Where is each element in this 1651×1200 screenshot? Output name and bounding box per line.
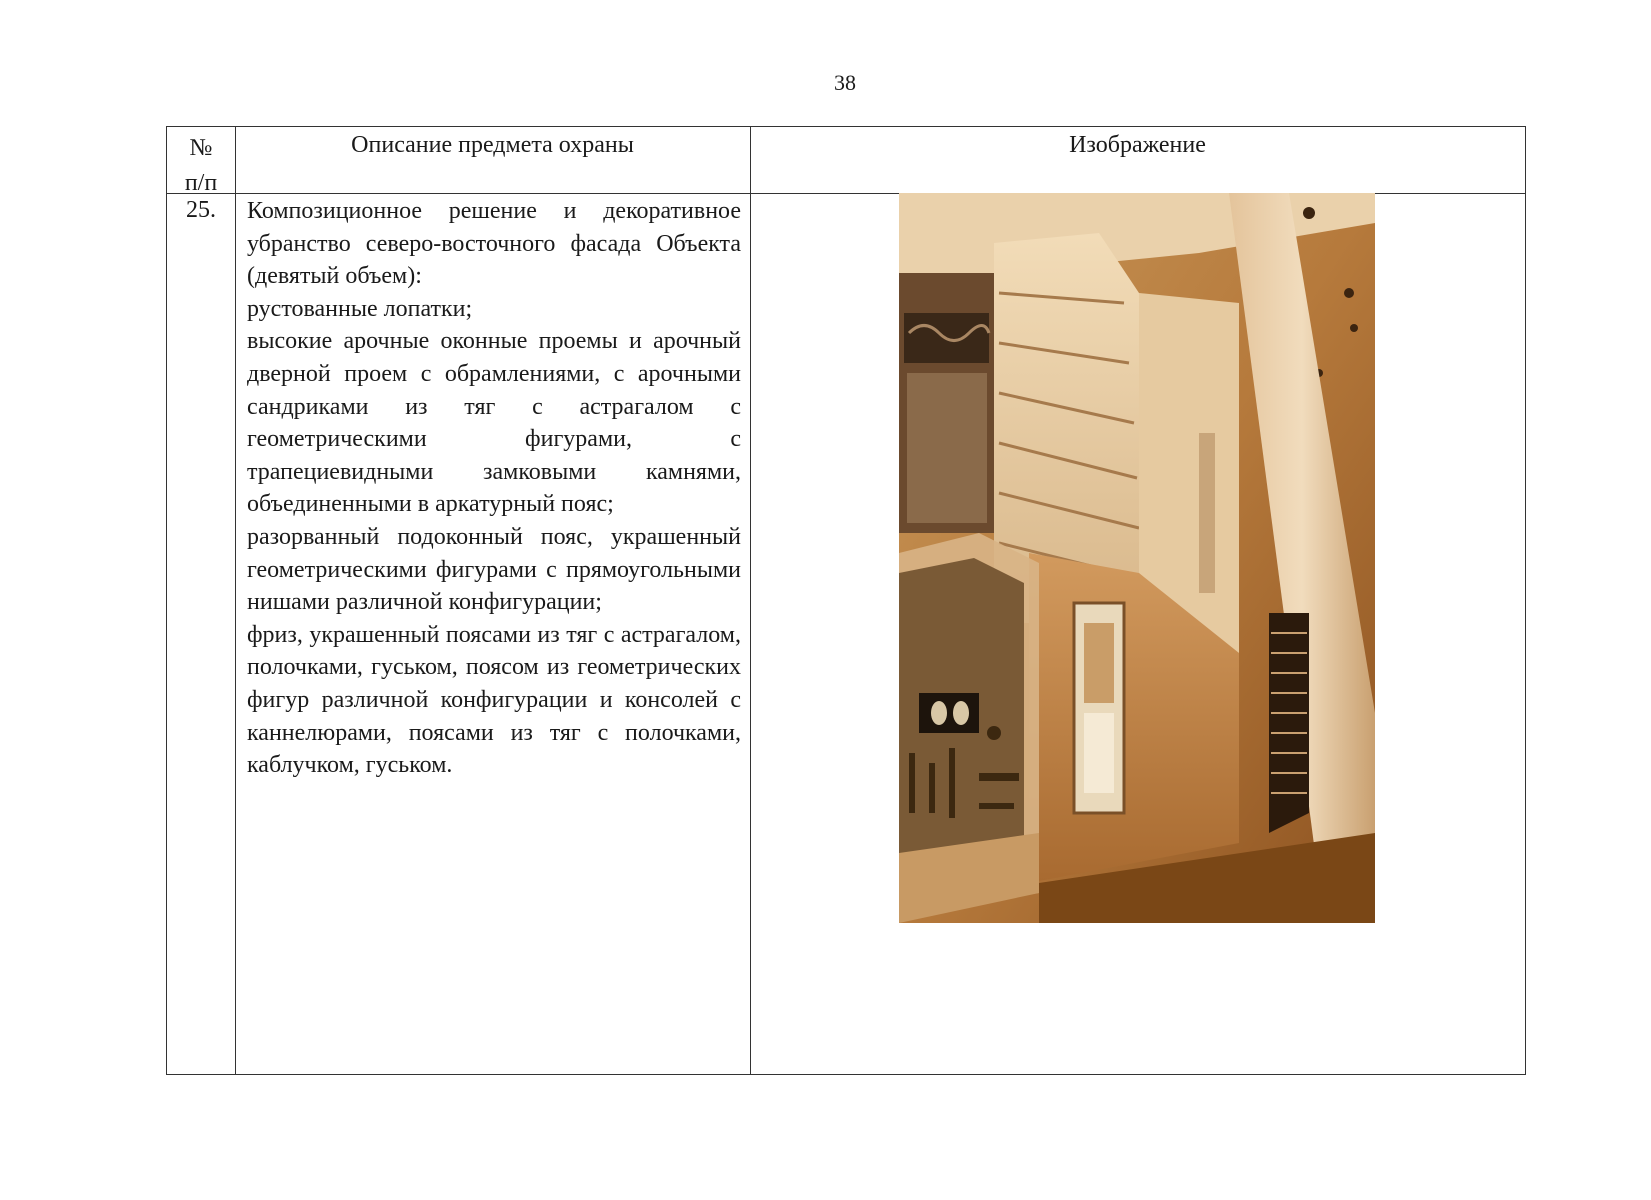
- header-image: Изображение: [1069, 132, 1206, 158]
- column-divider: [750, 127, 751, 1074]
- description-paragraph: Композиционное решение и декоративное убранство северо-восточного фасада Объекта (девятый объем):: [247, 198, 741, 290]
- row-number: 25.: [186, 197, 216, 223]
- photo-drawing: [899, 193, 1375, 923]
- page-number: 38: [834, 70, 856, 95]
- header-description: Описание предмета охраны: [351, 132, 634, 158]
- description-paragraph: рустованные лопатки;: [247, 295, 473, 322]
- row-description: [247, 195, 741, 782]
- museum-interior-photo: [899, 193, 1375, 923]
- description-paragraph: фриз, украшенный поясами из тяг с астрагалом, полочками, гуськом, поясом из геометрических фигур различной конфигурации и консолей с каннелюрами, поясами из тяг с полочками, каблучком, гуськом.: [247, 621, 741, 779]
- description-paragraph: высокие арочные оконные проемы и арочный дверной проем с обрамлениями, с арочными сандриками из тяг с астрагалом с геометрическими фигурами, с трапециевидными замковыми камнями, объединенными в аркатурный пояс;: [247, 328, 741, 518]
- column-divider: [235, 127, 236, 1074]
- header-number-cell: [167, 131, 235, 201]
- header-number-sub: п/п: [184, 169, 218, 196]
- header-number-symbol: №: [189, 135, 213, 161]
- description-paragraph: разорванный подоконный пояс, украшенный геометрическими фигурами с прямоугольными нишами различной конфигурации;: [247, 523, 741, 616]
